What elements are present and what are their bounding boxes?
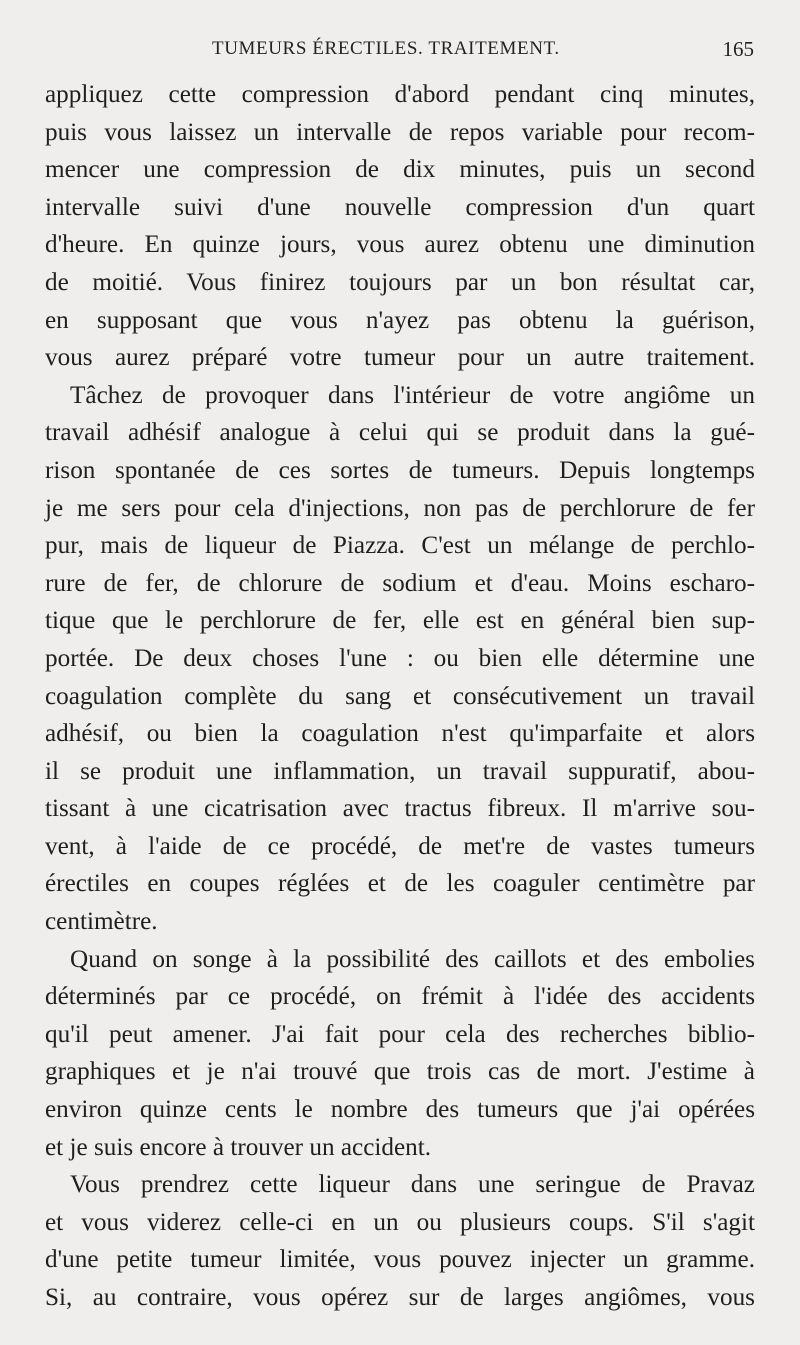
paragraph bbox=[45, 76, 755, 377]
text-line: graphiques et je n'ai trouvé que trois cas de mort. J'estime à bbox=[45, 1058, 755, 1086]
text-line: Tâchez de provoquer dans l'intérieur de votre angiôme un bbox=[70, 381, 755, 409]
text-line: Quand on songe à la possibilité des caillots et des embolies bbox=[70, 945, 755, 973]
running-head: TUMEURS ÉRECTILES. TRAITEMENT. bbox=[212, 38, 560, 59]
text-line: et vous viderez celle-ci en un ou plusieurs coups. S'il s'agit bbox=[45, 1208, 755, 1236]
text-line: de moitié. Vous finirez toujours par un bon résultat car, bbox=[45, 268, 755, 296]
text-line: pur, mais de liqueur de Piazza. C'est un mélange de perchlo- bbox=[45, 532, 755, 560]
text-line: déterminés par ce procédé, on frémit à l'idée des accidents bbox=[45, 983, 755, 1011]
text-line: coagulation complète du sang et consécutivement un travail bbox=[45, 682, 755, 710]
text-line: il se produit une inflammation, un travail suppuratif, abou- bbox=[45, 757, 755, 785]
text-line: je me sers pour cela d'injections, non pas de perchlorure de fer bbox=[45, 494, 755, 522]
page-header bbox=[0, 38, 800, 68]
text-line: qu'il peut amener. J'ai fait pour cela des recherches biblio- bbox=[45, 1020, 755, 1048]
paragraph bbox=[45, 941, 755, 1167]
text-line: mencer une compression de dix minutes, puis un second bbox=[45, 156, 755, 184]
text-line: appliquez cette compression d'abord pendant cinq minutes, bbox=[45, 81, 755, 108]
text-line: érectiles en coupes réglées et de les coaguler centimètre par bbox=[45, 870, 755, 898]
page-number: 165 bbox=[722, 37, 754, 61]
text-line: environ quinze cents le nombre des tumeurs que j'ai opérées bbox=[45, 1096, 755, 1124]
text-line: rison spontanée de ces sortes de tumeurs. Depuis longtemps bbox=[45, 456, 755, 484]
text-line: tissant à une cicatrisation avec tractus fibreux. Il m'arrive sou- bbox=[45, 795, 755, 823]
text-line: centimètre. bbox=[45, 908, 158, 936]
text-line: d'une petite tumeur limitée, vous pouvez injecter un gramme. bbox=[45, 1246, 755, 1274]
body-text bbox=[45, 76, 755, 1317]
text-line: travail adhésif analogue à celui qui se produit dans la gué- bbox=[45, 419, 755, 447]
text-line: Si, au contraire, vous opérez sur de larges angiômes, vous bbox=[45, 1284, 755, 1311]
paragraph bbox=[45, 377, 755, 941]
text-line: en supposant que vous n'ayez pas obtenu la guérison, bbox=[45, 306, 755, 334]
text-line: portée. De deux choses l'une : ou bien elle détermine une bbox=[45, 644, 755, 672]
text-line: vous aurez préparé votre tumeur pour un autre traitement. bbox=[45, 344, 755, 372]
text-line: intervalle suivi d'une nouvelle compression d'un quart bbox=[45, 193, 755, 221]
text-line: d'heure. En quinze jours, vous aurez obtenu une diminution bbox=[45, 231, 755, 259]
text-line: Vous prendrez cette liqueur dans une seringue de Pravaz bbox=[70, 1171, 755, 1199]
text-line: et je suis encore à trouver un accident. bbox=[45, 1133, 432, 1161]
paragraph bbox=[45, 1166, 755, 1316]
text-line: vent, à l'aide de ce procédé, de met're de vastes tumeurs bbox=[45, 832, 755, 860]
text-line: adhésif, ou bien la coagulation n'est qu'imparfaite et alors bbox=[45, 720, 755, 748]
text-line: tique que le perchlorure de fer, elle est en général bien sup- bbox=[45, 607, 755, 635]
text-line: rure de fer, de chlorure de sodium et d'eau. Moins escharo- bbox=[45, 569, 755, 597]
text-line: puis vous laissez un intervalle de repos variable pour recom- bbox=[45, 118, 755, 146]
